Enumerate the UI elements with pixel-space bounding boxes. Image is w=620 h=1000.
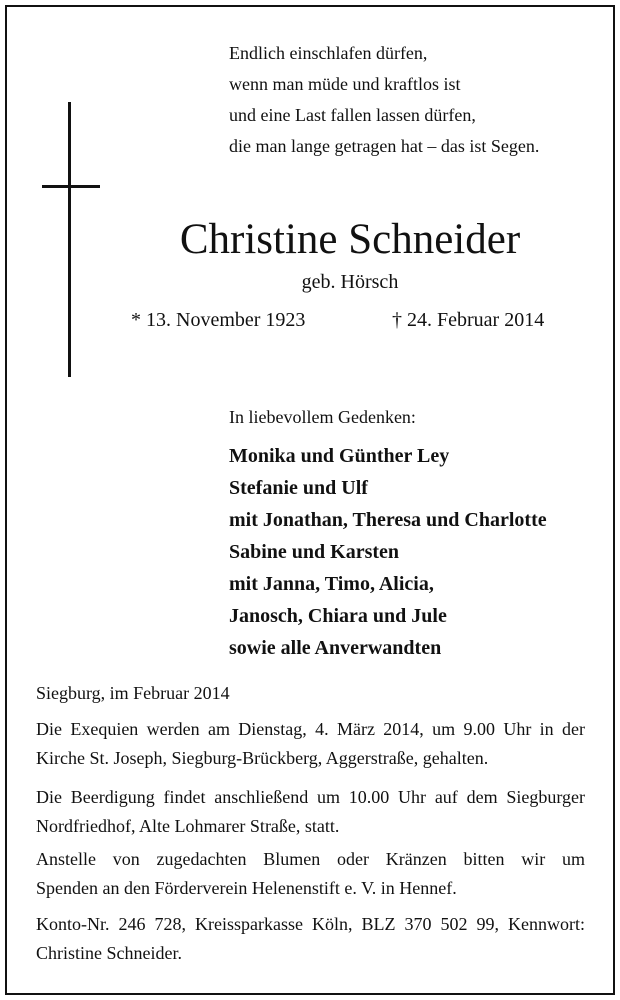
gedenken-heading: In liebevollem Gedenken: [229, 407, 416, 427]
maiden-name: geb. Hörsch [301, 271, 399, 293]
cross-horizontal-bar [42, 185, 100, 188]
paragraph-line: Die Beerdigung findet anschließend um 10.00 Uhr auf dem Siegburger [36, 787, 585, 807]
bank-account-paragraph [36, 910, 585, 968]
poem-line: wenn man müde und kraftlos ist [229, 74, 461, 94]
mourner-line: Monika und Günther Ley [229, 445, 450, 467]
mourner-line: Janosch, Chiara und Jule [229, 605, 447, 627]
mourner-line: Sabine und Karsten [229, 541, 400, 563]
birth-date: * 13. November 1923 [131, 309, 306, 331]
paragraph-line: Kirche St. Joseph, Siegburg-Brückberg, Aggerstraße, gehalten. [36, 748, 489, 768]
paragraph-line: Die Exequien werden am Dienstag, 4. März 2014, um 9.00 Uhr in der [36, 719, 585, 739]
mourner-line: mit Jonathan, Theresa und Charlotte [229, 509, 547, 531]
paragraph-line: Spenden an den Förderverein Helenenstift e. V. in Hennef. [36, 878, 457, 898]
poem [229, 38, 539, 162]
poem-line: die man lange getragen hat – das ist Segen. [229, 136, 540, 156]
funeral-mass-paragraph [36, 715, 585, 773]
mourner-line: Stefanie und Ulf [229, 477, 368, 499]
paragraph-line: Nordfriedhof, Alte Lohmarer Straße, statt. [36, 816, 340, 836]
poem-line: und eine Last fallen lassen dürfen, [229, 105, 476, 125]
poem-line: Endlich einschlafen dürfen, [229, 43, 428, 63]
paragraph-line: Anstelle von zugedachten Blumen oder Kränzen bitten wir um [36, 849, 585, 869]
paragraph-line: Konto-Nr. 246 728, Kreissparkasse Köln, BLZ 370 502 99, Kennwort: [36, 914, 585, 934]
cross-vertical-bar [68, 102, 71, 377]
death-date: † 24. Februar 2014 [392, 309, 545, 331]
mourners-list [229, 440, 547, 664]
burial-paragraph [36, 783, 585, 841]
mourner-line: sowie alle Anverwandten [229, 637, 442, 659]
deceased-name: Christine Schneider [179, 216, 521, 263]
donation-paragraph [36, 845, 585, 903]
paragraph-line: Christine Schneider. [36, 943, 182, 963]
place-date: Siegburg, im Februar 2014 [36, 683, 230, 703]
mourner-line: mit Janna, Timo, Alicia, [229, 573, 434, 595]
